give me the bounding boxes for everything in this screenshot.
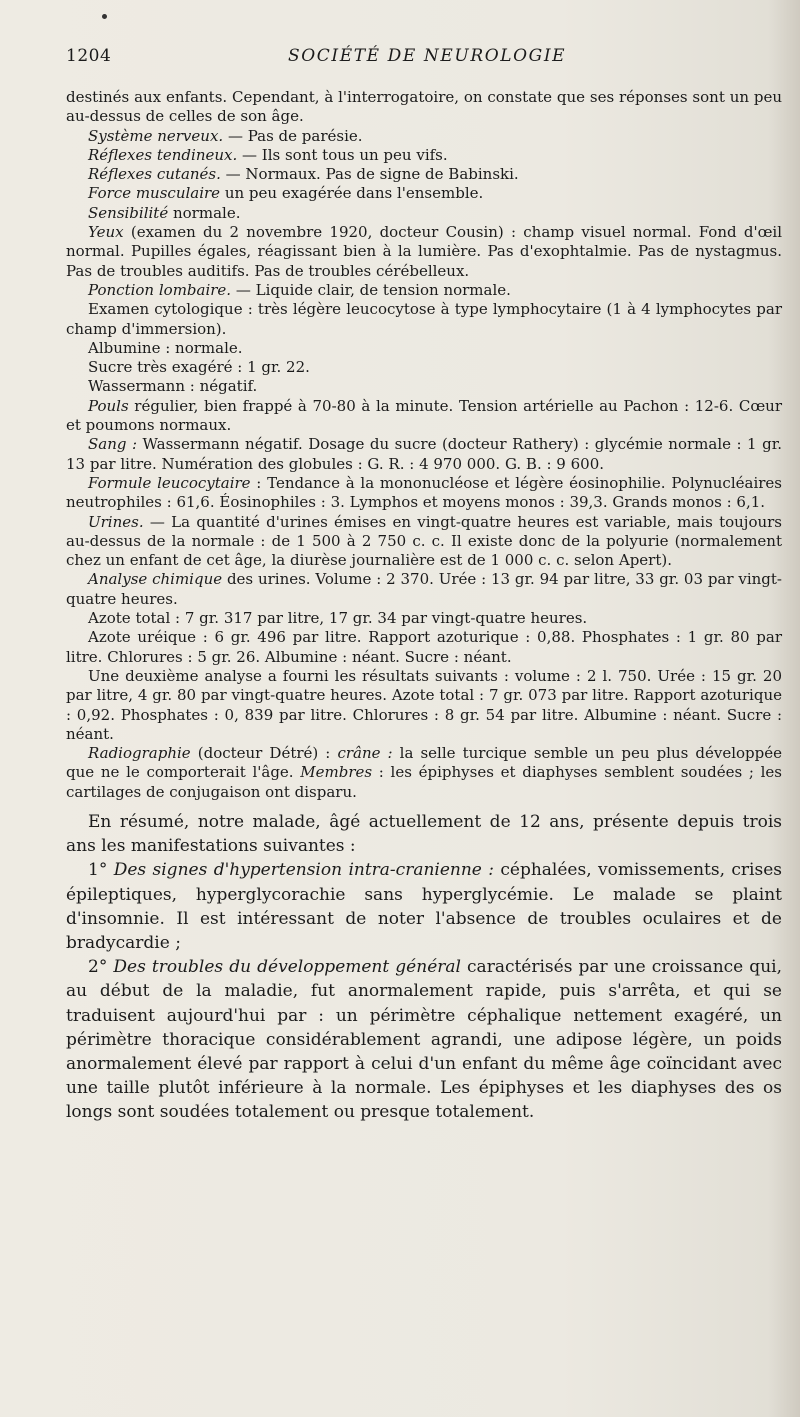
paragraph: Albumine : normale.	[88, 338, 243, 357]
paragraph: 1° Des signes d'hypertension intra-cranienne : céphalées, vomissements, crises épileptiques, hyperglycorachie sans hyperglycémie. Le malade se plaint d'insomnie. Il est intéressant de noter l'absence de troubles oculaires et de bradycardie ;	[66, 860, 782, 953]
paragraph: Examen cytologique : très légère leucocytose à type lymphocytaire (1 à 4 lymphocytes par champ d'immersion).	[66, 300, 782, 338]
paragraph: Azote uréique : 6 gr. 496 par litre. Rapport azoturique : 0,88. Phosphates : 1 gr. 80 par litre. Chlorures : 5 gr. 26. Albumine : néant. Sucre : néant.	[66, 628, 782, 666]
section-label: Ponction lombaire.	[88, 280, 232, 299]
section-label: Des troubles du développement général	[113, 957, 461, 978]
section-label: Sensibilité	[88, 203, 169, 222]
page-body	[66, 88, 782, 1125]
paragraph: En résumé, notre malade, âgé actuellement de 12 ans, présente depuis trois ans les manifestations suivantes :	[66, 811, 782, 857]
paragraph: Ponction lombaire. — Liquide clair, de tension normale.	[88, 280, 511, 299]
paragraph: Analyse chimique des urines. Volume : 2 370. Urée : 13 gr. 94 par litre, 33 gr. 03 par vingt-quatre heures.	[66, 570, 782, 608]
paragraph: Formule leucocytaire : Tendance à la mononucléose et légère éosinophilie. Polynucléaires neutrophiles : 61,6. Éosinophiles : 3. Lymphos et moyens monos : 39,3. Grands monos : 6,1.	[66, 473, 782, 512]
paragraph: Yeux (examen du 2 novembre 1920, docteur Cousin) : champ visuel normal. Fond d'œil normal. Pupilles égales, réagissant bien à la lumière. Pas d'exophtalmie. Pas de nystagmus. Pas de troubles auditifs. Pas de troubles cérébelleux.	[66, 223, 782, 280]
paragraph: Sucre très exagéré : 1 gr. 22.	[88, 358, 310, 377]
section-label: Pouls	[88, 396, 129, 415]
section-label: Yeux	[88, 223, 124, 242]
print-speck	[102, 14, 107, 19]
section-label: Analyse chimique	[88, 570, 223, 589]
paragraph: Réflexes tendineux. — Ils sont tous un peu vifs.	[88, 145, 448, 164]
section-label: Force musculaire	[88, 184, 221, 203]
paragraph: Radiographie (docteur Détré) : crâne : la selle turcique semble un peu plus développée que ne le comporterait l'âge. Membres : les épiphyses et diaphyses semblent soudées ; les cartilages de conjugaison ont disparu.	[66, 744, 783, 801]
section-label: Système nerveux.	[88, 126, 224, 145]
section-label: Réflexes tendineux.	[88, 145, 238, 164]
section-label: Sang :	[88, 435, 138, 454]
paragraph: 2° Des troubles du développement général caractérisés par une croissance qui, au début de la maladie, fut anormalement rapide, puis s'arrêta, et qui se traduisent aujourd'hui par : un périmètre céphalique nettement exagéré, un périmètre thoracique considérablement agrandi, une adipose légère, un poids anormalement élevé par rapport à celui d'un enfant du même âge coïncidant avec une taille plutôt inférieure à la normale. Les épiphyses et les diaphyses des os longs sont soudées totalement ou presque totalement.	[66, 957, 782, 1123]
paragraph: Système nerveux. — Pas de parésie.	[88, 126, 363, 145]
paragraph: Sang : Wassermann négatif. Dosage du sucre (docteur Rathery) : glycémie normale : 1 gr. 13 par litre. Numération des globules : G. R. : 4 970 000. G. B. : 9 600.	[66, 435, 782, 473]
paragraph: Réflexes cutanés. — Normaux. Pas de signe de Babinski.	[88, 165, 519, 184]
clinical-notes	[66, 88, 782, 802]
paragraph: Azote total : 7 gr. 317 par litre, 17 gr. 34 par vingt-quatre heures.	[88, 609, 588, 628]
paragraph: Une deuxième analyse a fourni les résultats suivants : volume : 2 l. 750. Urée : 15 gr. 20 par litre, 4 gr. 80 par vingt-quatre heures. Azote total : 7 gr. 073 par litre. Rapport azoturique : 0,92. Phosphates : 0, 839 par litre. Chlorures : 8 gr. 54 par litre. Albumine : néant. Sucre : néant.	[66, 666, 782, 743]
section-label: Radiographie	[88, 744, 191, 763]
running-title: SOCIÉTÉ DE NEUROLOGIE	[288, 46, 567, 66]
section-label: Formule leucocytaire	[88, 473, 251, 492]
paragraph: Force musculaire un peu exagérée dans l'ensemble.	[88, 184, 484, 203]
paragraph: Pouls régulier, bien frappé à 70-80 à la minute. Tension artérielle au Pachon : 12-6. Cœur et poumons normaux.	[66, 396, 782, 435]
section-label: Réflexes cutanés.	[88, 165, 221, 184]
paragraph: Urines. — La quantité d'urines émises en vingt-quatre heures est variable, mais toujours au-dessus de la normale : de 1 500 à 2 750 c. c. Il existe donc de la polyurie (normalement chez un enfant de cet âge, la diurèse journalière est de 1 000 c. c. selon Apert).	[66, 512, 782, 570]
paragraph: Sensibilité normale.	[88, 203, 241, 222]
section-label: Urines.	[88, 512, 144, 531]
paragraph: Wassermann : négatif.	[88, 377, 258, 396]
summary	[66, 810, 782, 1125]
running-header	[66, 46, 766, 72]
paragraph: destinés aux enfants. Cependant, à l'interrogatoire, on constate que ses réponses sont un peu au-dessus de celles de son âge.	[66, 88, 782, 126]
page-number: 1204	[66, 46, 112, 66]
section-label: Des signes d'hypertension intra-cranienne :	[113, 860, 494, 881]
